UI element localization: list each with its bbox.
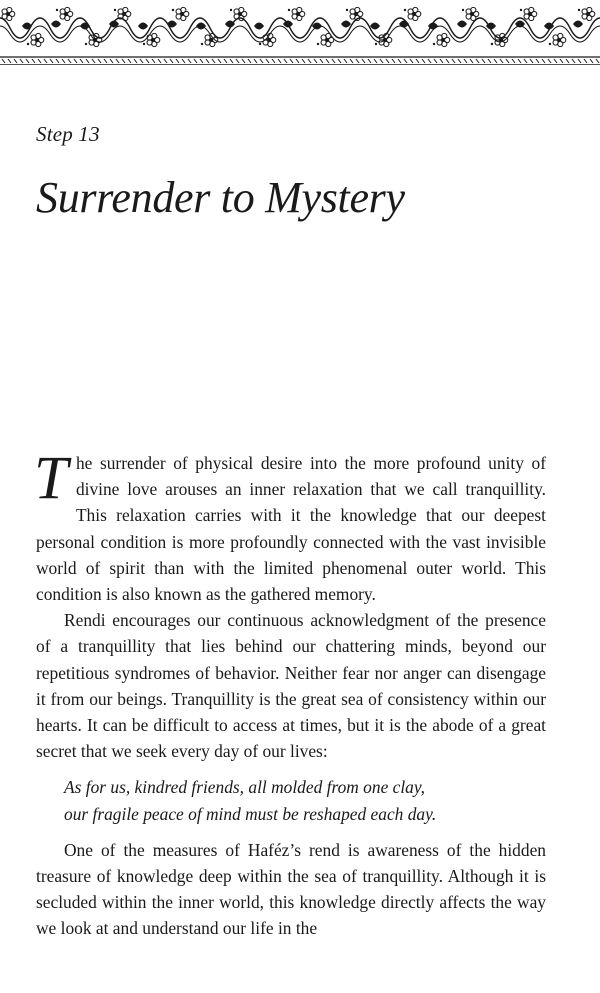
step-label: Step 13 [36, 122, 100, 146]
flower-motif [553, 9, 583, 47]
flower-motif [408, 7, 438, 45]
flower-motif [263, 9, 293, 47]
verse-line-1: As for us, kindred friends, all molded from one clay, [64, 777, 425, 798]
drop-cap: T [34, 445, 68, 512]
paragraph-1-text: he surrender of physical desire into the more profound unity of divine love arouses an inner relaxation that we call tranquillity. This relaxation carries with it the knowledge that our deepest personal condition is more profoundly connected with the vast invisible world of spirit than with the limited phenomenal outer world. This condition is also known as the gathered memory. [36, 453, 546, 605]
body-text [34, 445, 546, 942]
flower-motif [2, 7, 32, 45]
flower-motif [60, 7, 90, 45]
floral-border-icon [0, 0, 600, 66]
flower-motif [147, 9, 177, 47]
paragraph-2: Rendi encourages our continuous acknowledgment of the presence of a tranquillity that lies behind our chattering minds, beyond our repetitious syndromes of behavior. Neither fear nor anger can disengage it from our beings. Tranquillity is the great sea of consistency within our hearts. It can be difficult to access at times, but it is the abode of a great secret that we seek every day of our lives: [36, 610, 546, 762]
flower-motif [292, 7, 322, 45]
chapter-title: Surrender to Mystery [36, 173, 405, 222]
floral-border [0, 0, 600, 66]
verse-quote [64, 774, 546, 826]
paragraph-3: One of the measures of Haféz’s rend is awareness of the hidden treasure of knowledge deep within the sea of tranquillity. Although it is secluded within the inner world, this knowledge directly affects the way we look at and understand our life in the [36, 839, 546, 939]
paragraph-1 [34, 445, 546, 607]
flower-motif [350, 7, 380, 45]
verse-line-2: our fragile peace of mind must be reshaped each day. [64, 803, 437, 824]
